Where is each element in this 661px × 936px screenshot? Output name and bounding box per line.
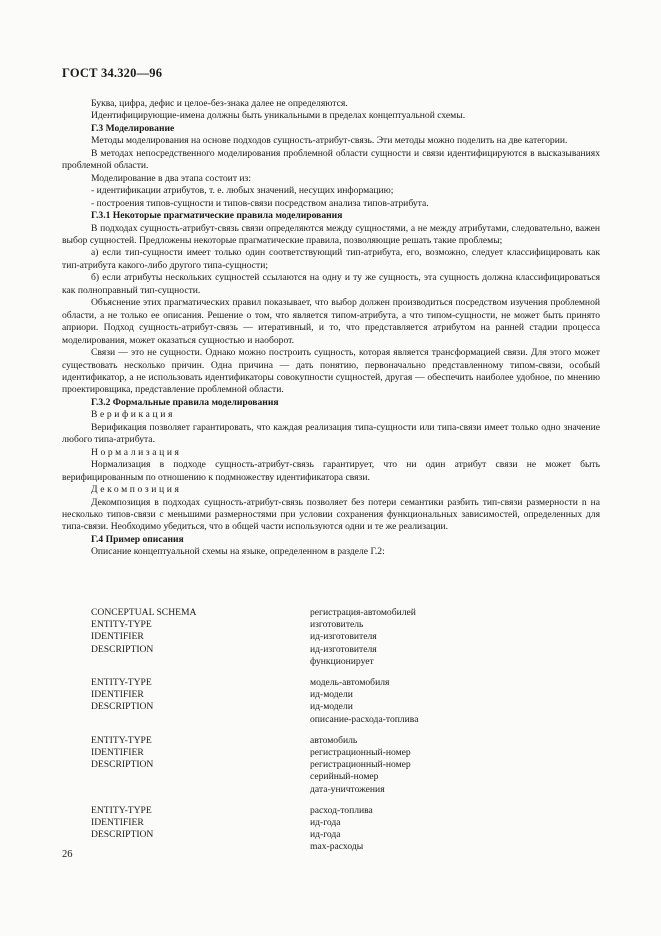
schema-value: max-расходы	[310, 841, 364, 853]
schema-keyword	[91, 714, 310, 726]
schema-keyword: ENTITY-TYPE	[91, 734, 152, 746]
paragraph: Объяснение этих прагматических правил показывает, что выбор должен производиться посредством изучения проблемной области, а не только ее описания. Решение о том, что является типом-атрибута, а что типом-сущности, не может быть принято априори. Подход сущность-атрибут-связь — итеративный, и то, что представляется атрибутом на ранней стадии процесса моделирования, может оказаться сущностью и наоборот.	[62, 297, 600, 346]
schema-keyword: IDENTIFIER	[91, 817, 144, 829]
schema-listing	[91, 607, 511, 863]
schema-keyword: CONCEPTUAL SCHEMA	[91, 607, 197, 618]
schema-keyword: IDENTIFIER	[91, 631, 144, 643]
subsection-label: Нормализация	[91, 446, 182, 458]
schema-value: модель-автомобиля	[310, 677, 390, 689]
schema-row	[91, 619, 511, 631]
schema-value: расход-топлива	[310, 804, 373, 816]
schema-block	[91, 677, 511, 726]
section-heading: Г.4 Пример описания	[91, 533, 184, 545]
schema-row	[91, 805, 511, 817]
schema-row	[91, 817, 511, 829]
section-heading: Г.3 Моделирование	[91, 122, 175, 134]
schema-value: дата-уничтожения	[310, 783, 385, 795]
paragraph: - идентификации атрибутов, т. е. любых значений, несущих информацию;	[91, 185, 394, 197]
schema-row	[91, 644, 511, 656]
schema-keyword	[91, 771, 310, 783]
section-heading: Г.3.1 Некоторые прагматические правила моделирования	[91, 210, 343, 222]
schema-keyword: ENTITY-TYPE	[91, 804, 152, 816]
schema-value: ид-года	[310, 829, 341, 841]
schema-value: изготовитель	[310, 619, 364, 631]
schema-block	[91, 805, 511, 854]
paragraph: Методы моделирования на основе подходов сущность-атрибут-связь. Эти методы можно поделить на две категории.	[91, 135, 568, 147]
schema-row	[91, 677, 511, 689]
schema-keyword: DESCRIPTION	[91, 759, 154, 771]
schema-row	[91, 747, 511, 759]
schema-value: ид-изготовителя	[310, 631, 377, 643]
schema-value: серийный-номер	[310, 771, 379, 783]
paragraph: Описание концептуальной схемы на языке, определенном в разделе Г.2:	[91, 546, 385, 558]
schema-row	[91, 759, 511, 771]
document-body	[62, 98, 600, 559]
subsection-label: Декомпозиция	[91, 484, 182, 496]
schema-row	[91, 631, 511, 643]
schema-row	[91, 656, 511, 668]
paragraph: В подходах сущность-атрибут-связь связи определяются между сущностями, а не между атрибутами, следовательно, важен выбор сущностей. Предложены некоторые прагматические правила, позволяющие решать такие проблемы;	[62, 222, 600, 246]
schema-row	[91, 714, 511, 726]
schema-block	[91, 735, 511, 796]
schema-keyword	[91, 841, 310, 853]
schema-row	[91, 829, 511, 841]
schema-keyword: DESCRIPTION	[91, 643, 154, 655]
schema-value: ид-модели	[310, 689, 353, 701]
schema-row	[91, 841, 511, 853]
page-number: 26	[62, 849, 73, 860]
schema-block	[91, 607, 511, 668]
schema-row	[91, 701, 511, 713]
paragraph: Нормализация в подходе сущность-атрибут-связь гарантирует, что ни один атрибут связи не может быть верифицированным по отношению к подмножеству идентификатора связи.	[62, 459, 600, 483]
schema-keyword: ENTITY-TYPE	[91, 677, 152, 689]
schema-keyword	[91, 656, 310, 668]
schema-keyword	[91, 784, 310, 796]
schema-value: ид-года	[310, 817, 341, 829]
schema-value: ид-модели	[310, 701, 353, 713]
document-header: ГОСТ 34.320—96	[62, 66, 163, 80]
schema-value: автомобиль	[310, 734, 358, 746]
schema-row	[91, 607, 511, 619]
schema-value: функционирует	[310, 655, 374, 667]
section-heading: Г.3.2 Формальные правила моделирования	[91, 396, 279, 408]
paragraph: В методах непосредственного моделирования проблемной области сущности и связи идентифицируются в высказываниях проблемной области.	[62, 147, 600, 172]
paragraph: а) если тип-сущности имеет только один соответствующий тип-атрибута, его, возможно, следует классифицировать как тип-атрибута какого-либо другого типа-сущности;	[62, 247, 600, 271]
schema-keyword: IDENTIFIER	[91, 689, 144, 701]
schema-keyword: DESCRIPTION	[91, 829, 154, 841]
schema-keyword: ENTITY-TYPE	[91, 619, 152, 631]
schema-value: регистрационный-номер	[310, 747, 411, 759]
schema-row	[91, 784, 511, 796]
paragraph: б) если атрибуты нескольких сущностей ссылаются на одну и ту же сущность, эта сущность должна классифицироваться как полноправный тип-сущности.	[62, 272, 600, 296]
schema-row	[91, 735, 511, 747]
paragraph: Моделирование в два этапа состоит из:	[91, 172, 252, 184]
paragraph: Декомпозиция в подходах сущность-атрибут-связь позволяет без потери семантики разбить тип-связи размерности n на несколько типов-связи с меньшими размерностями при условии сохранения функциональных зависимостей, определенных для типа-связи. Необходимо убедиться, что в общей части используются одни и те же реализации.	[62, 496, 600, 533]
schema-value: ид-изготовителя	[310, 643, 377, 655]
paragraph: Буква, цифра, дефис и целое-без-знака далее не определяются.	[91, 98, 348, 109]
schema-keyword: IDENTIFIER	[91, 747, 144, 759]
paragraph: Связи — это не сущности. Однако можно построить сущность, которая является трансформацией связи. Для этого может существовать несколько причин. Одна причина — дать понятию, первоначально представленному типом-связи, особый идентификатор, а не использовать идентификаторы совокупности сущностей, другая — обеспечить наиболее удобное, по мнению проектировщика, представление проблемной области.	[62, 347, 600, 396]
schema-keyword: DESCRIPTION	[91, 701, 154, 713]
paragraph: Верификация позволяет гарантировать, что каждая реализация типа-сущности или типа-связи имеет только одно значение любого типа-атрибута.	[62, 421, 600, 446]
schema-value: описание-расхода-топлива	[310, 713, 419, 725]
schema-value: регистрация-автомобилей	[310, 607, 416, 618]
schema-value: регистрационный-номер	[310, 759, 411, 771]
schema-row	[91, 771, 511, 783]
paragraph: - построения типов-сущности и типов-связи посредством анализа типов-атрибута.	[91, 197, 429, 209]
subsection-label: Верификация	[91, 409, 175, 421]
paragraph: Идентифицирующие-имена должны быть уникальными в пределах концептуальной схемы.	[91, 110, 466, 122]
schema-row	[91, 689, 511, 701]
